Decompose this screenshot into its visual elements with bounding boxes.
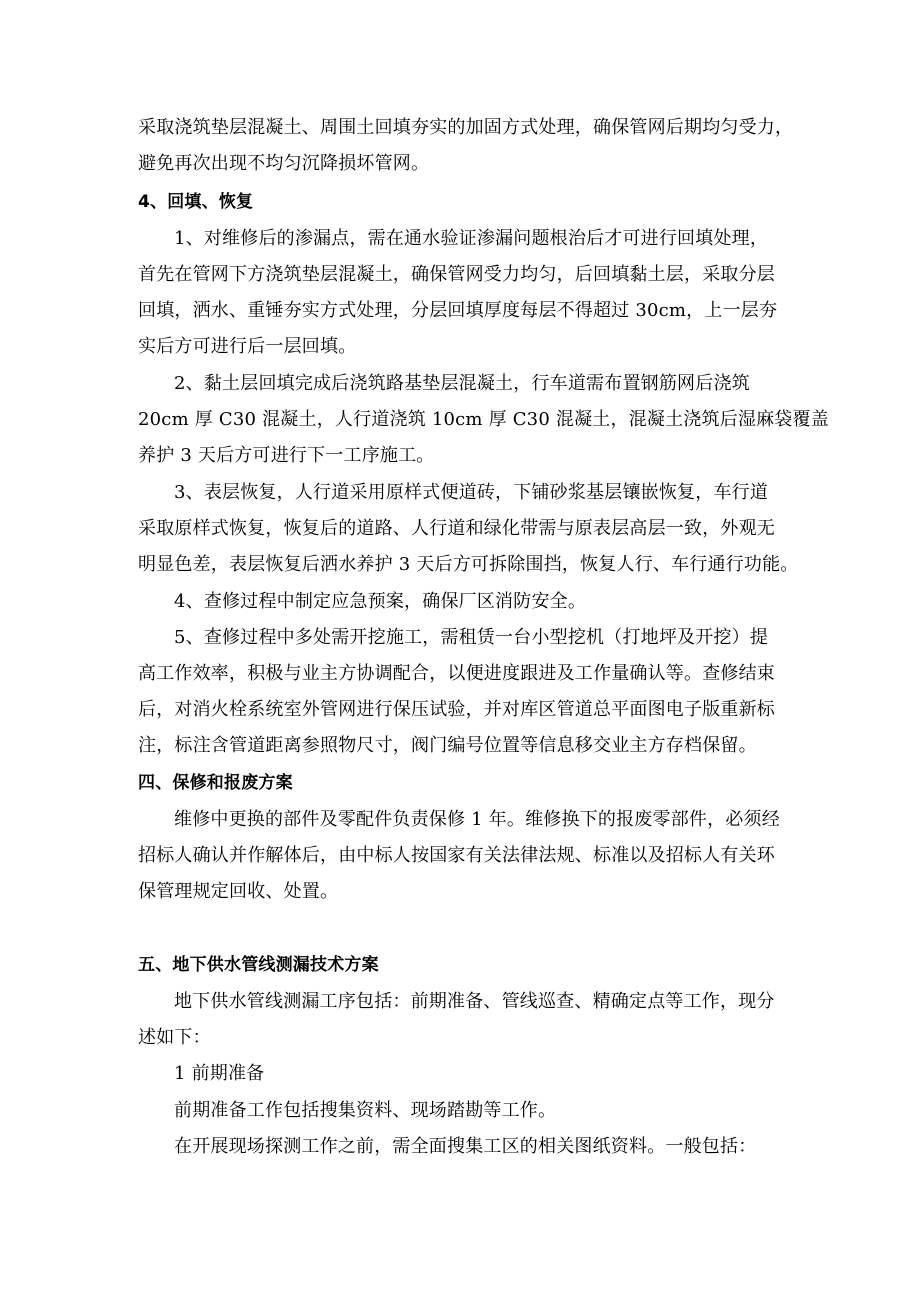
- paragraph-line: 注，标注含管道距离参照物尺寸，阀门编号位置等信息移交业主方存档保留。: [138, 735, 757, 756]
- paragraph-line: 采取浇筑垫层混凝土、周围土回填夯实的加固方式处理，确保管网后期均匀受力，: [138, 117, 794, 138]
- paragraph-line: 述如下：: [138, 1027, 211, 1048]
- section-heading: 四、保修和报废方案: [138, 773, 293, 793]
- section-heading: 4、回填、恢复: [138, 192, 254, 212]
- paragraph-line: 5、查修过程中多处需开挖施工，需租赁一台小型挖机（打地坪及开挖）提: [174, 627, 769, 648]
- paragraph-line: 避免再次出现不均匀沉降损坏管网。: [138, 153, 430, 174]
- paragraph-line: 在开展现场探测工作之前，需全面搜集工区的相关图纸资料。一般包括：: [174, 1136, 757, 1157]
- paragraph-line: 3、表层恢复，人行道采用原样式便道砖，下铺砂浆基层镶嵌恢复，车行道: [174, 482, 769, 503]
- paragraph-line: 4、查修过程中制定应急预案，确保厂区消防安全。: [174, 591, 587, 612]
- paragraph-line: 2、黏土层回填完成后浇筑路基垫层混凝土，行车道需布置钢筋网后浇筑: [174, 373, 750, 394]
- paragraph-line: 养护 3 天后方可进行下一工序施工。: [138, 445, 435, 466]
- paragraph-line: 后，对消火栓系统室外管网进行保压试验，并对库区管道总平面图电子版重新标: [138, 699, 775, 720]
- paragraph-line: 首先在管网下方浇筑垫层混凝土，确保管网受力均匀，后回填黏土层，采取分层: [138, 264, 775, 285]
- paragraph-line: 实后方可进行后一层回填。: [138, 336, 357, 357]
- paragraph-line: 高工作效率，积极与业主方协调配合，以便进度跟进及工作量确认等。查修结束: [138, 663, 775, 684]
- paragraph-line: 保管理规定回收、处置。: [138, 881, 339, 902]
- paragraph-line: 回填，洒水、重锤夯实方式处理，分层回填厚度每层不得超过 30cm，上一层夯: [138, 300, 778, 321]
- paragraph-line: 明显色差，表层恢复后洒水养护 3 天后方可拆除围挡，恢复人行、车行通行功能。: [138, 554, 799, 575]
- paragraph-line: 20cm 厚 C30 混凝土，人行道浇筑 10cm 厚 C30 混凝土，混凝土浇筑后湿麻袋覆盖: [138, 409, 829, 430]
- subsection-heading: 1 前期准备: [174, 1063, 265, 1084]
- paragraph-line: 1、对维修后的渗漏点，需在通水验证渗漏问题根治后才可进行回填处理，: [174, 228, 769, 249]
- paragraph-line: 采取原样式恢复，恢复后的道路、人行道和绿化带需与原表层高层一致，外观无: [138, 518, 775, 539]
- paragraph-line: 维修中更换的部件及零配件负责保修 1 年。维修换下的报废零部件，必须经: [174, 809, 780, 830]
- paragraph-line: 前期准备工作包括搜集资料、现场踏勘等工作。: [174, 1100, 557, 1121]
- paragraph-line: 地下供水管线测漏工序包括：前期准备、管线巡查、精确定点等工作，现分: [174, 991, 775, 1012]
- paragraph-line: 招标人确认并作解体后，由中标人按国家有关法律法规、标准以及招标人有关环: [138, 845, 775, 866]
- section-heading: 五、地下供水管线测漏技术方案: [138, 955, 379, 975]
